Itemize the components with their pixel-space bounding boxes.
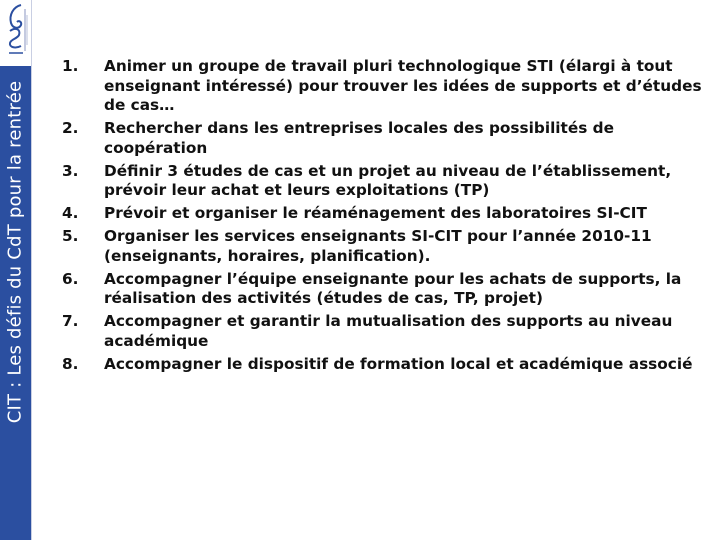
main-content <box>62 57 712 378</box>
list-item-text: Prévoir et organiser le réaménagement des laboratoires SI-CIT <box>104 204 647 222</box>
list-item-text: Accompagner l’équipe enseignante pour les achats de supports, la réalisation des activités (études de cas, TP, projet) <box>104 269 682 307</box>
academy-logo <box>1 1 31 65</box>
numbered-list <box>62 57 712 374</box>
list-item-number: 1. <box>62 57 79 75</box>
list-item <box>62 162 712 201</box>
list-item <box>62 270 712 309</box>
list-item-number: 6. <box>62 269 79 288</box>
sidebar <box>0 0 32 540</box>
list-item <box>62 355 712 375</box>
list-item <box>62 119 712 158</box>
list-item-number: 5. <box>62 227 79 245</box>
list-item-number: 7. <box>62 312 79 330</box>
list-item-number: 2. <box>62 119 79 137</box>
list-item-text: Définir 3 études de cas et un projet au niveau de l’établissement, prévoir leur achat et leurs exploitations (TP) <box>104 161 672 199</box>
list-item-number: 3. <box>62 161 79 180</box>
list-item-number: 8. <box>62 354 79 373</box>
list-item-number: 4. <box>62 204 79 222</box>
list-item <box>62 204 712 224</box>
list-item <box>62 227 712 266</box>
list-item-text: Organiser les services enseignants SI-CIT pour l’année 2010-11 (enseignants, horaires, planification). <box>104 227 652 265</box>
list-item <box>62 312 712 351</box>
list-item-text: Accompagner et garantir la mutualisation des supports au niveau académique <box>104 312 673 350</box>
list-item-text: Accompagner le dispositif de formation local et académique associé <box>104 354 693 373</box>
list-item <box>62 57 712 116</box>
list-item-text: Rechercher dans les entreprises locales des possibilités de coopération <box>104 119 614 157</box>
vertical-title: CIT : Les défis du CdT pour la rentrée <box>4 80 26 424</box>
list-item-text: Animer un groupe de travail pluri technologique STI (élargi à tout enseignant intéressé) pour trouver les idées de supports et d’études de cas… <box>104 57 702 114</box>
